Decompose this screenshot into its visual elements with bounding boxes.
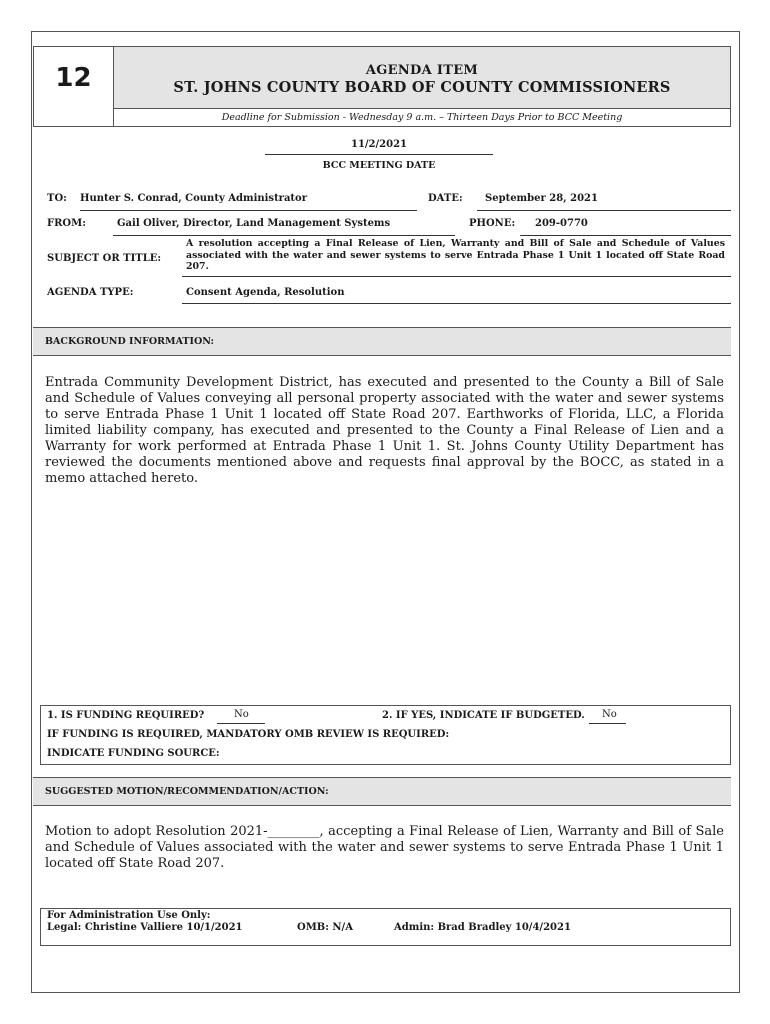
background-heading: BACKGROUND INFORMATION: xyxy=(33,327,731,356)
funding-q1-value: No xyxy=(234,709,249,720)
from-value: Gail Oliver, Director, Land Management Systems xyxy=(117,218,391,229)
admin-signoff: Admin: Brad Bradley 10/4/2021 xyxy=(394,922,571,933)
date-underline xyxy=(477,210,731,211)
funding-q1-underline xyxy=(217,723,265,724)
to-label: TO: xyxy=(47,193,67,204)
item-number-spacer xyxy=(34,109,114,126)
to-value: Hunter S. Conrad, County Administrator xyxy=(80,193,307,204)
subject-underline xyxy=(182,276,731,277)
agenda-type-underline xyxy=(182,303,731,304)
funding-box xyxy=(40,705,731,765)
phone-label: PHONE: xyxy=(469,218,516,229)
admin-box xyxy=(40,908,731,946)
date-value: September 28, 2021 xyxy=(485,193,598,204)
funding-q2-label: 2. IF YES, INDICATE IF BUDGETED. xyxy=(382,710,585,721)
title-line-1: AGENDA ITEM xyxy=(365,63,479,78)
motion-text: Motion to adopt Resolution 2021-________, accepting a Final Release of Lien, Warranty and Bill of Sale and Schedule of Values associated with the water and sewer systems to serve Entrada Phase 1 Unit 1 located off State Road 207. xyxy=(45,824,724,871)
funding-q2-underline xyxy=(589,723,626,724)
background-text: Entrada Community Development District, has executed and presented to the County a Bill of Sale and Schedule of Values conveying all personal property associated with the water and sewer systems to serve Entrada Phase 1 Unit 1 located off State Road 207. Earthworks of Florida, LLC, a Florida limited liability company, has executed and presented to the County a Final Release of Lien and a Warranty for work performed at Entrada Phase 1 Unit 1. St. Johns County Utility Department has reviewed the documents mentioned above and requests final approval by the BOCC, as stated in a memo attached hereto. xyxy=(45,375,724,486)
meeting-date-block xyxy=(265,139,493,171)
admin-heading: For Administration Use Only: xyxy=(47,910,211,921)
agenda-type-value: Consent Agenda, Resolution xyxy=(186,287,345,298)
deadline-note: Deadline for Submission - Wednesday 9 a.m. – Thirteen Days Prior to BCC Meeting xyxy=(221,112,623,123)
agenda-type-label: AGENDA TYPE: xyxy=(47,287,134,298)
funding-q1-label: 1. IS FUNDING REQUIRED? xyxy=(47,710,205,721)
phone-value: 209-0770 xyxy=(535,218,588,229)
motion-heading: SUGGESTED MOTION/RECOMMENDATION/ACTION: xyxy=(33,777,731,806)
funding-source-label: INDICATE FUNDING SOURCE: xyxy=(47,748,220,759)
from-underline xyxy=(113,235,455,236)
date-label: DATE: xyxy=(428,193,463,204)
meeting-date-value: 11/2/2021 xyxy=(265,139,493,155)
title-line-2: ST. JOHNS COUNTY BOARD OF COUNTY COMMISSIONERS xyxy=(173,79,671,96)
subject-label: SUBJECT OR TITLE: xyxy=(47,253,162,264)
agenda-header xyxy=(33,46,731,127)
title-box xyxy=(114,47,730,109)
subject-value: A resolution accepting a Final Release of Lien, Warranty and Bill of Sale and Schedule of Values associated with the water and sewer systems to serve Entrada Phase 1 Unit 1 located off State Road 207. xyxy=(186,238,725,272)
admin-legal: Legal: Christine Valliere 10/1/2021 xyxy=(47,922,243,933)
admin-omb: OMB: N/A xyxy=(297,922,353,933)
to-underline xyxy=(80,210,417,211)
funding-q2-value: No xyxy=(602,709,617,720)
from-label: FROM: xyxy=(47,218,86,229)
agenda-item-number: 12 xyxy=(34,47,114,109)
meeting-date-label: BCC MEETING DATE xyxy=(322,160,436,171)
phone-underline xyxy=(520,235,731,236)
funding-omb-note: IF FUNDING IS REQUIRED, MANDATORY OMB REVIEW IS REQUIRED: xyxy=(47,729,450,740)
